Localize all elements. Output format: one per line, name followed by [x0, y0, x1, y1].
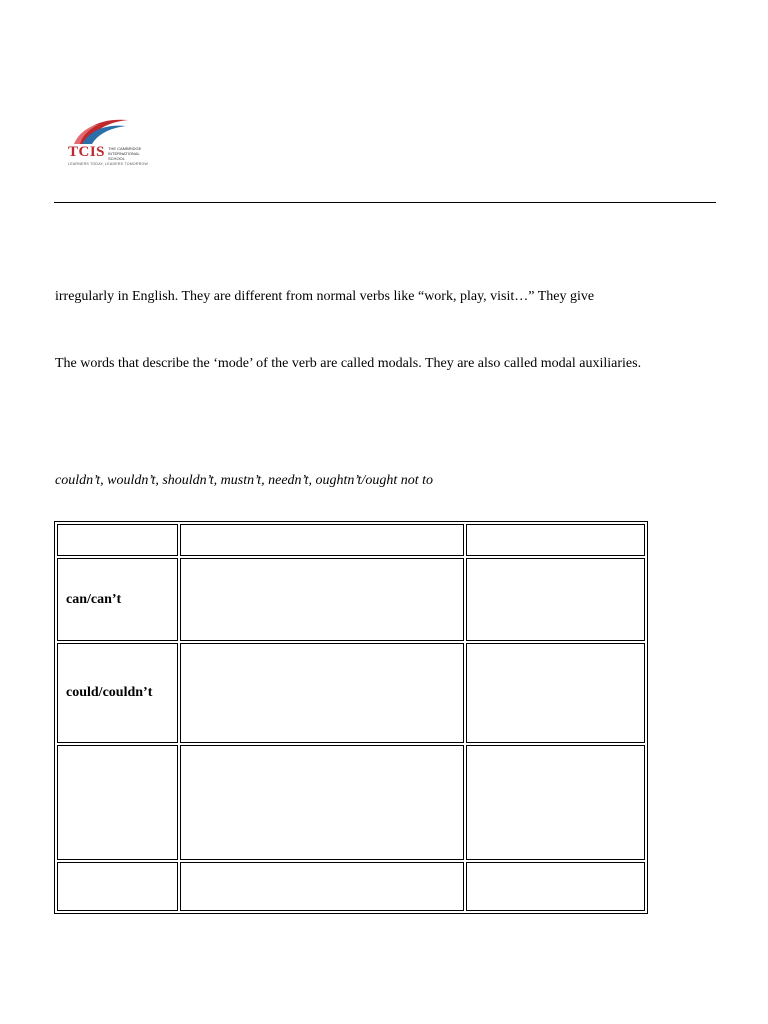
modals-table: [54, 521, 648, 914]
table-cell: [180, 558, 464, 641]
table-cell: [57, 862, 178, 911]
school-logo: [64, 114, 160, 170]
table-cell: [466, 862, 645, 911]
table-cell: [466, 745, 645, 860]
table-cell: [466, 524, 645, 556]
table-cell: [466, 643, 645, 743]
table-row: [57, 558, 645, 641]
modal-cell-can: can/can’t: [57, 558, 178, 641]
modal-cell-could: could/couldn’t: [57, 643, 178, 743]
table-cell: [180, 745, 464, 860]
paragraph-irregular-verbs: irregularly in English. They are different from normal verbs like “work, play, visit…” They give: [55, 289, 595, 304]
table-row: [57, 643, 645, 743]
table-cell: [180, 643, 464, 743]
table-cell: [466, 558, 645, 641]
flame-emblem-icon: [64, 114, 134, 148]
negative-forms-line: couldn’t, wouldn’t, shouldn’t, mustn’t, needn’t, oughtn’t/ought not to: [55, 473, 433, 488]
logo-abbr: TCIS: [68, 144, 106, 160]
paragraph-modals-definition: The words that describe the ‘mode’ of the verb are called modals. They are also called modal auxiliaries.: [55, 356, 642, 371]
table-cell: [57, 524, 178, 556]
table-cell: [57, 745, 178, 860]
table-cell: [180, 862, 464, 911]
logo-school-name: THE CAMBRIDGE INTERNATIONAL SCHOOL: [108, 146, 142, 161]
table-row: [57, 524, 645, 556]
header-divider: [54, 202, 716, 203]
table-row: [57, 745, 645, 860]
table-cell: [180, 524, 464, 556]
table-row: [57, 862, 645, 911]
logo-tagline: LEARNERS TODAY, LEADERS TOMORROW: [68, 162, 149, 166]
